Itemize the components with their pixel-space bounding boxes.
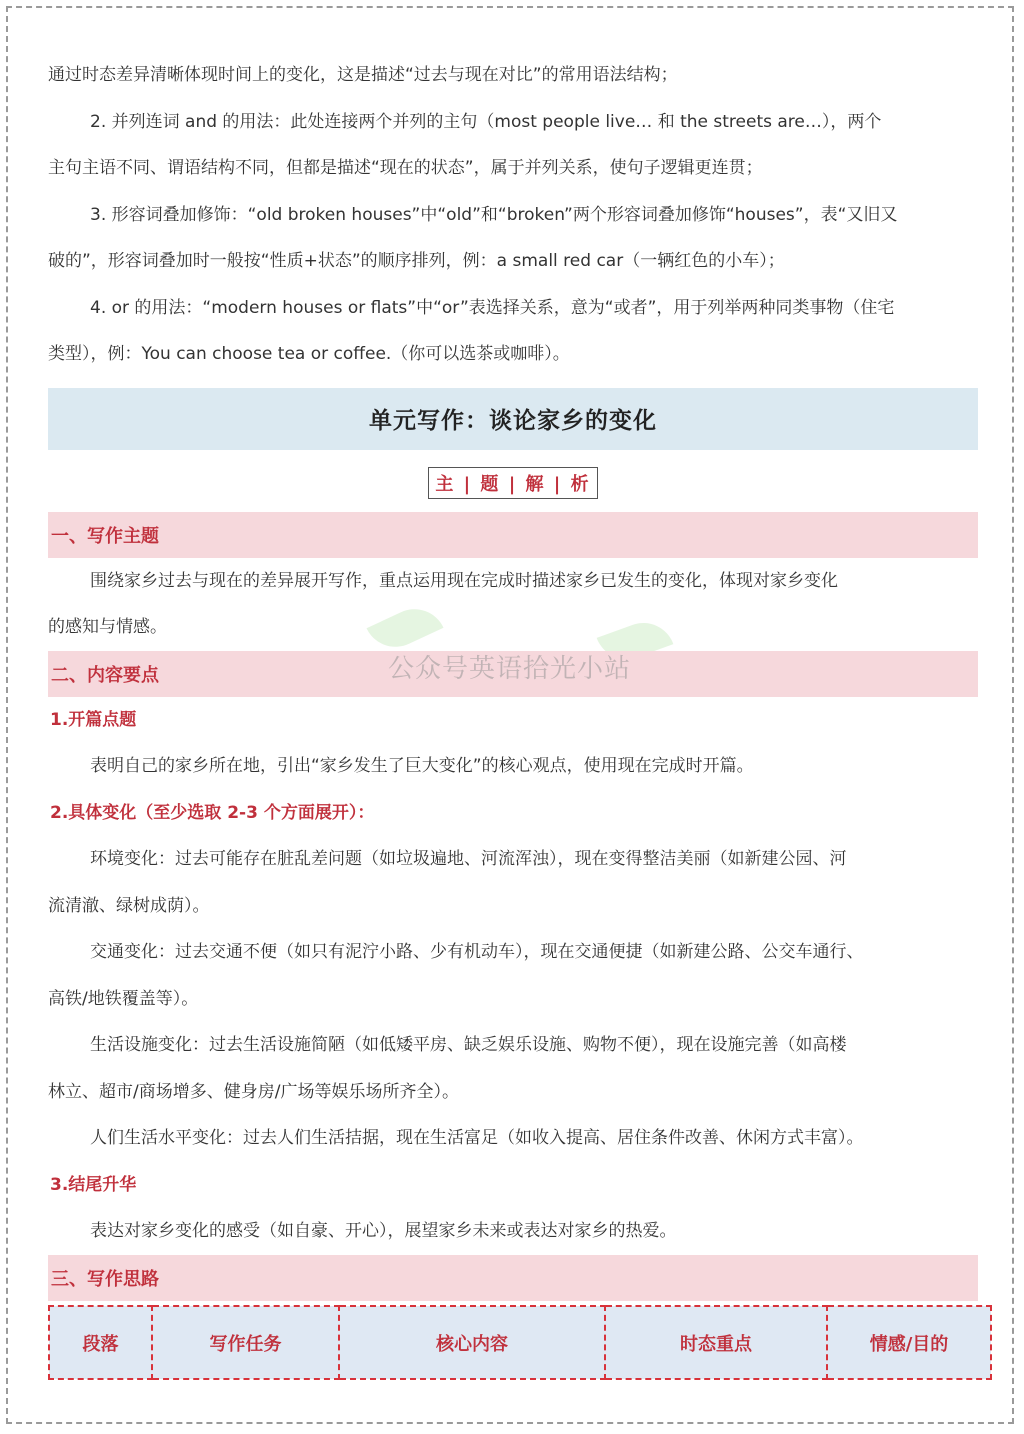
change-line: 高铁/地铁覆盖等）。: [48, 988, 199, 1009]
change-line: 环境变化：过去可能存在脏乱差问题（如垃圾遍地、河流浑浊），现在变得整洁美丽（如新建公园、河: [90, 849, 847, 869]
point-title-changes: 2.具体变化（至少选取 2-3 个方面展开）：: [50, 802, 375, 823]
table-header-cell: 情感/目的: [827, 1306, 991, 1379]
table-header-cell: 时态重点: [605, 1306, 827, 1379]
section-heading-writing-ideas: 三、写作思路: [48, 1255, 978, 1301]
change-line: 交通变化：过去交通不便（如只有泥泞小路、少有机动车），现在交通便捷（如新建公路、公交车通行、: [90, 942, 864, 962]
topic-analysis-label: 主 | 题 | 解 | 析: [428, 467, 597, 499]
table-header-cell: 核心内容: [339, 1306, 605, 1379]
change-line: 流清澈、绿树成荫）。: [48, 895, 210, 916]
intro-line: 类型），例：You can choose tea or coffee.（你可以选茶或咖啡）。: [48, 344, 570, 364]
intro-line: 3. 形容词叠加修饰：“old broken houses”中“old”和“broken”两个形容词叠加修饰“houses”，表“又旧又: [90, 204, 898, 225]
point-line: 表明自己的家乡所在地，引出“家乡发生了巨大变化”的核心观点，使用现在完成时开篇。: [90, 756, 754, 776]
section-heading-content-points: 二、内容要点: [48, 651, 978, 697]
point-title-opening: 1.开篇点题: [50, 709, 137, 730]
topic-analysis-label-wrap: [48, 467, 978, 501]
intro-line: 主句主语不同、谓语结构不同，但都是描述“现在的状态”，属于并列关系，使句子逻辑更连贯；: [48, 158, 763, 178]
intro-line: 4. or 的用法：“modern houses or flats”中“or”表选择关系，意为“或者”，用于列举两种同类事物（住宅: [90, 297, 895, 318]
table-header-row: [49, 1306, 991, 1379]
theme-line: 的感知与情感。: [48, 617, 167, 637]
unit-writing-banner: 单元写作：谈论家乡的变化: [48, 388, 978, 450]
table-header-cell: 段落: [49, 1306, 152, 1379]
section-heading-theme: 一、写作主题: [48, 512, 978, 558]
intro-line: 破的”，形容词叠加时一般按“性质+状态”的顺序排列，例：a small red car（一辆红色的小车）；: [48, 251, 785, 271]
change-line: 人们生活水平变化：过去人们生活拮据，现在生活富足（如收入提高、居住条件改善、休闲方式丰富）。: [90, 1128, 864, 1148]
table-header-cell: 写作任务: [152, 1306, 339, 1379]
writing-plan-table: [48, 1305, 992, 1380]
point-line: 表达对家乡变化的感受（如自豪、开心），展望家乡未来或表达对家乡的热爱。: [90, 1221, 677, 1241]
intro-line: 2. 并列连词 and 的用法：此处连接两个并列的主句（most people live… 和 the streets are…），两个: [90, 111, 882, 132]
intro-line: 通过时态差异清晰体现时间上的变化，这是描述“过去与现在对比”的常用语法结构；: [48, 65, 678, 85]
theme-line: 围绕家乡过去与现在的差异展开写作，重点运用现在完成时描述家乡已发生的变化，体现对家乡变化: [90, 570, 838, 591]
change-line: 林立、超市/商场增多、健身房/广场等娱乐场所齐全）。: [48, 1081, 459, 1102]
watermark-text: 公众号英语拾光小站: [388, 654, 632, 684]
change-line: 生活设施变化：过去生活设施简陋（如低矮平房、缺乏娱乐设施、购物不便），现在设施完善（如高楼: [90, 1035, 847, 1055]
point-title-ending: 3.结尾升华: [50, 1174, 137, 1195]
